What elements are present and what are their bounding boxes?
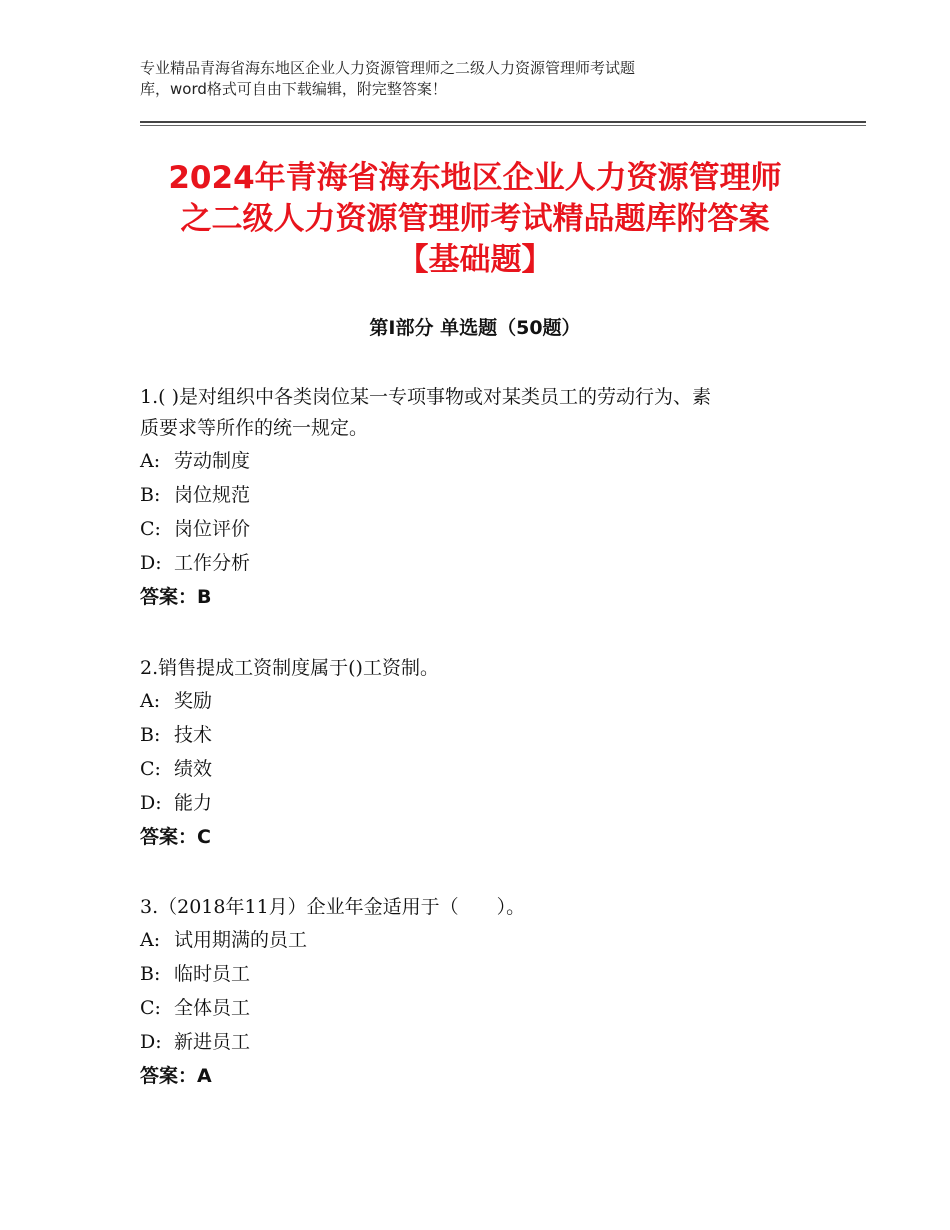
option-text: 能力 — [174, 792, 213, 814]
option-text: 岗位规范 — [174, 484, 251, 506]
option-letter: A: — [140, 929, 161, 951]
header-note-line-1: 专业精品青海省海东地区企业人力资源管理师之二级人力资源管理师考试题 — [140, 59, 636, 77]
option-b — [140, 478, 820, 512]
question-stem-line: 3.（2018年11月）企业年金适用于（ ）。 — [140, 896, 526, 918]
option-letter: D: — [140, 1031, 162, 1053]
document-title-line-3: 【基础题】 — [397, 242, 553, 278]
question-1 — [140, 382, 820, 614]
question-stem — [140, 653, 820, 684]
option-c — [140, 991, 820, 1025]
header-rule-thin — [140, 125, 866, 126]
section-title: 第Ⅰ部分 单选题（50题） — [369, 317, 581, 339]
answer-label: 答案：C — [140, 826, 211, 848]
question-stem-line: 质要求等所作的统一规定。 — [140, 417, 369, 439]
option-letter: C: — [140, 758, 161, 780]
option-a — [140, 684, 820, 718]
option-text: 劳动制度 — [174, 450, 251, 472]
option-text: 全体员工 — [174, 997, 251, 1019]
option-d — [140, 786, 820, 820]
header-note-line-2: 库，word格式可自由下载编辑，附完整答案！ — [140, 80, 447, 98]
question-2 — [140, 653, 820, 854]
option-text: 新进员工 — [174, 1031, 251, 1053]
option-letter: C: — [140, 518, 161, 540]
document-title-line-2: 之二级人力资源管理师考试精品题库附答案 — [180, 201, 770, 237]
document-title-line-1: 2024年青海省海东地区企业人力资源管理师 — [168, 160, 782, 196]
answer-label: 答案：A — [140, 1065, 212, 1087]
option-text: 技术 — [174, 724, 213, 746]
question-stem — [140, 892, 820, 923]
option-letter: B: — [140, 724, 161, 746]
option-text: 岗位评价 — [174, 518, 251, 540]
option-c — [140, 752, 820, 786]
question-stem-line: 1.( )是对组织中各类岗位某一专项事物或对某类员工的劳动行为、素 — [140, 386, 711, 408]
question-3 — [140, 892, 820, 1093]
option-b — [140, 957, 820, 991]
option-a — [140, 923, 820, 957]
option-text: 工作分析 — [174, 552, 251, 574]
option-letter: D: — [140, 552, 162, 574]
question-stem-line: 2.销售提成工资制度属于()工资制。 — [140, 657, 439, 679]
option-text: 临时员工 — [174, 963, 251, 985]
option-c — [140, 512, 820, 546]
header-note — [140, 58, 780, 100]
option-letter: B: — [140, 963, 161, 985]
option-text: 绩效 — [174, 758, 213, 780]
option-text: 试用期满的员工 — [174, 929, 308, 951]
option-letter: A: — [140, 690, 161, 712]
document-title — [100, 158, 850, 281]
option-letter: D: — [140, 792, 162, 814]
option-d — [140, 546, 820, 580]
option-a — [140, 444, 820, 478]
option-letter: A: — [140, 450, 161, 472]
answer-label: 答案：B — [140, 586, 212, 608]
option-d — [140, 1025, 820, 1059]
option-text: 奖励 — [174, 690, 213, 712]
option-letter: C: — [140, 997, 161, 1019]
option-b — [140, 718, 820, 752]
header-rule-thick — [140, 121, 866, 123]
question-stem — [140, 382, 820, 444]
option-letter: B: — [140, 484, 161, 506]
